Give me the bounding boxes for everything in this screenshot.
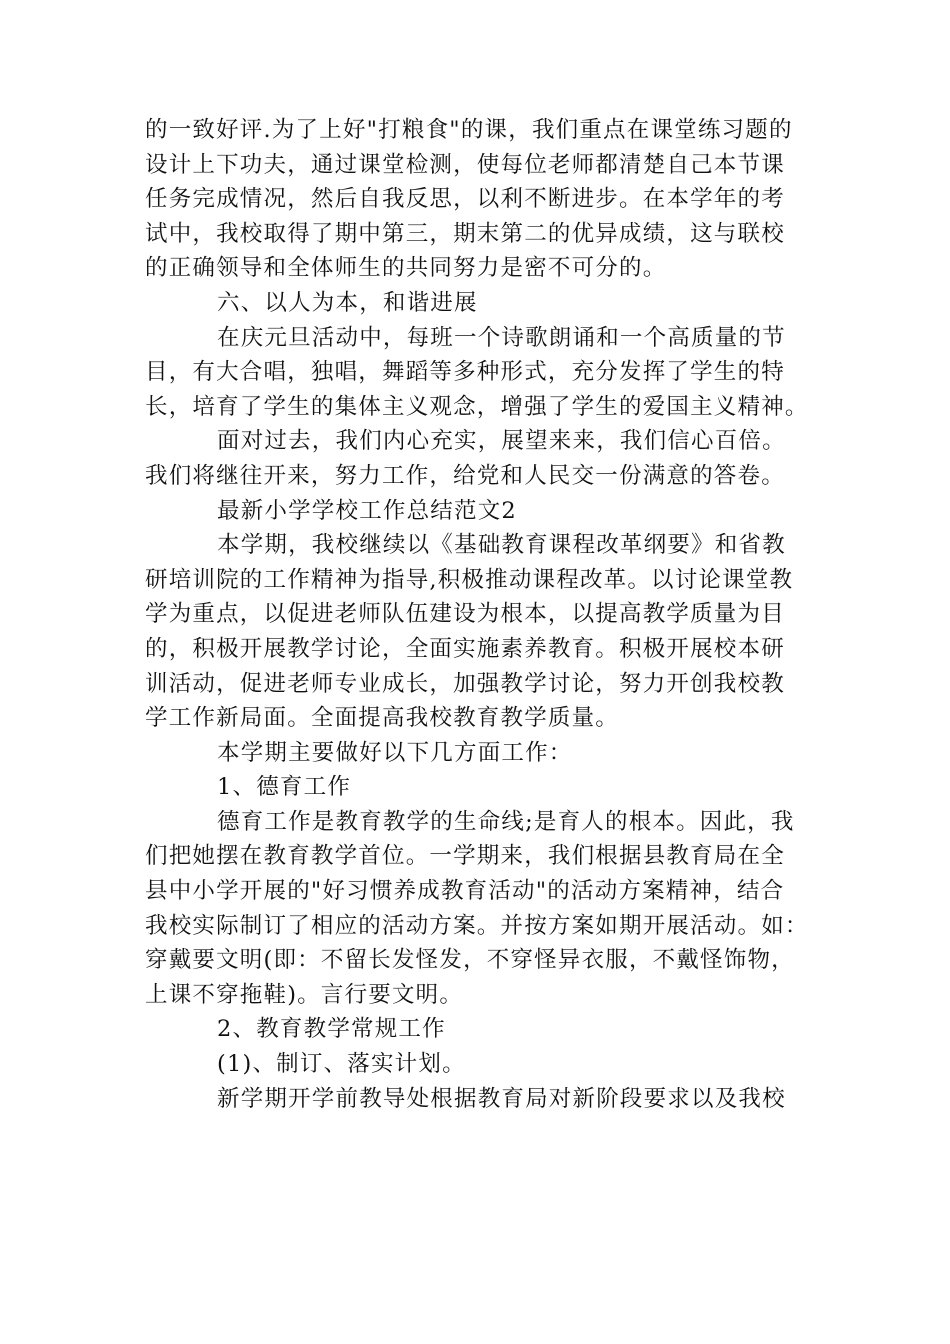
paragraph-line: 研培训院的工作精神为指导,积极推动课程改革。以讨论课堂教 [145,566,794,593]
paragraph-line: 任务完成情况，然后自我反思，以利不断进步。在本学年的考 [145,186,785,213]
paragraph-line: 在庆元旦活动中，每班一个诗歌朗诵和一个高质量的节 [217,324,786,351]
paragraph-line: 新学期开学前教导处根据教育局对新阶段要求以及我校 [217,1085,786,1112]
paragraph-line: 的一致好评.为了上好"打粮食"的课，我们重点在课堂练习题的 [145,117,793,143]
paragraph-line: 德育工作是教育教学的生命线;是育人的根本。因此，我 [217,808,795,835]
paragraph-line: 训活动，促进老师专业成长，加强教学讨论，努力开创我校教 [145,670,785,697]
paragraph-line: 县中小学开展的"好习惯养成教育活动"的活动方案精神，结合 [145,878,785,905]
paragraph-line: 目，有大合唱，独唱，舞蹈等多种形式，充分发挥了学生的特 [145,359,785,386]
paragraph-line: 学为重点，以促进老师队伍建设为根本，以提高教学质量为目 [145,601,785,628]
section-heading: 六、以人为本，和谐进展 [217,289,478,316]
subsection-heading: (1)、制订、落实计划。 [217,1051,466,1078]
section-heading: 2、教育教学常规工作 [217,1016,446,1043]
paragraph-line: 的，积极开展教学讨论，全面实施素养教育。积极开展校本研 [145,635,785,662]
paragraph-line: 学工作新局面。全面提高我校教育教学质量。 [145,705,620,732]
paragraph-line: 试中，我校取得了期中第三，期末第二的优异成绩，这与联校 [145,220,785,247]
paragraph-line: 长，培育了学生的集体主义观念，增强了学生的爱国主义精神。 [145,393,809,420]
paragraph-line: 我校实际制订了相应的活动方案。并按方案如期开展活动。如： [145,912,809,939]
article-title: 最新小学学校工作总结范文2 [217,497,517,524]
paragraph-line: 们把她摆在教育教学首位。一学期来，我们根据县教育局在全 [145,843,785,870]
paragraph-line: 本学期主要做好以下几方面工作： [217,739,573,766]
section-heading: 1、德育工作 [217,774,352,801]
paragraph-line: 的正确领导和全体师生的共同努力是密不可分的。 [145,255,667,282]
paragraph-line: 设计上下功夫，通过课堂检测，使每位老师都清楚自己本节课 [145,151,785,178]
paragraph-line: 本学期，我校继续以《基础教育课程改革纲要》和省教 [217,532,786,559]
paragraph-line: 面对过去，我们内心充实，展望来来，我们信心百倍。 [217,428,786,455]
paragraph-line: 上课不穿拖鞋)。言行要文明。 [145,981,464,1008]
document-body [145,113,809,1116]
paragraph-line: 我们将继往开来，努力工作，给党和人民交一份满意的答卷。 [145,462,785,489]
paragraph-line: 穿戴要文明(即：不留长发怪发，不穿怪异衣服，不戴怪饰物， [145,947,795,974]
